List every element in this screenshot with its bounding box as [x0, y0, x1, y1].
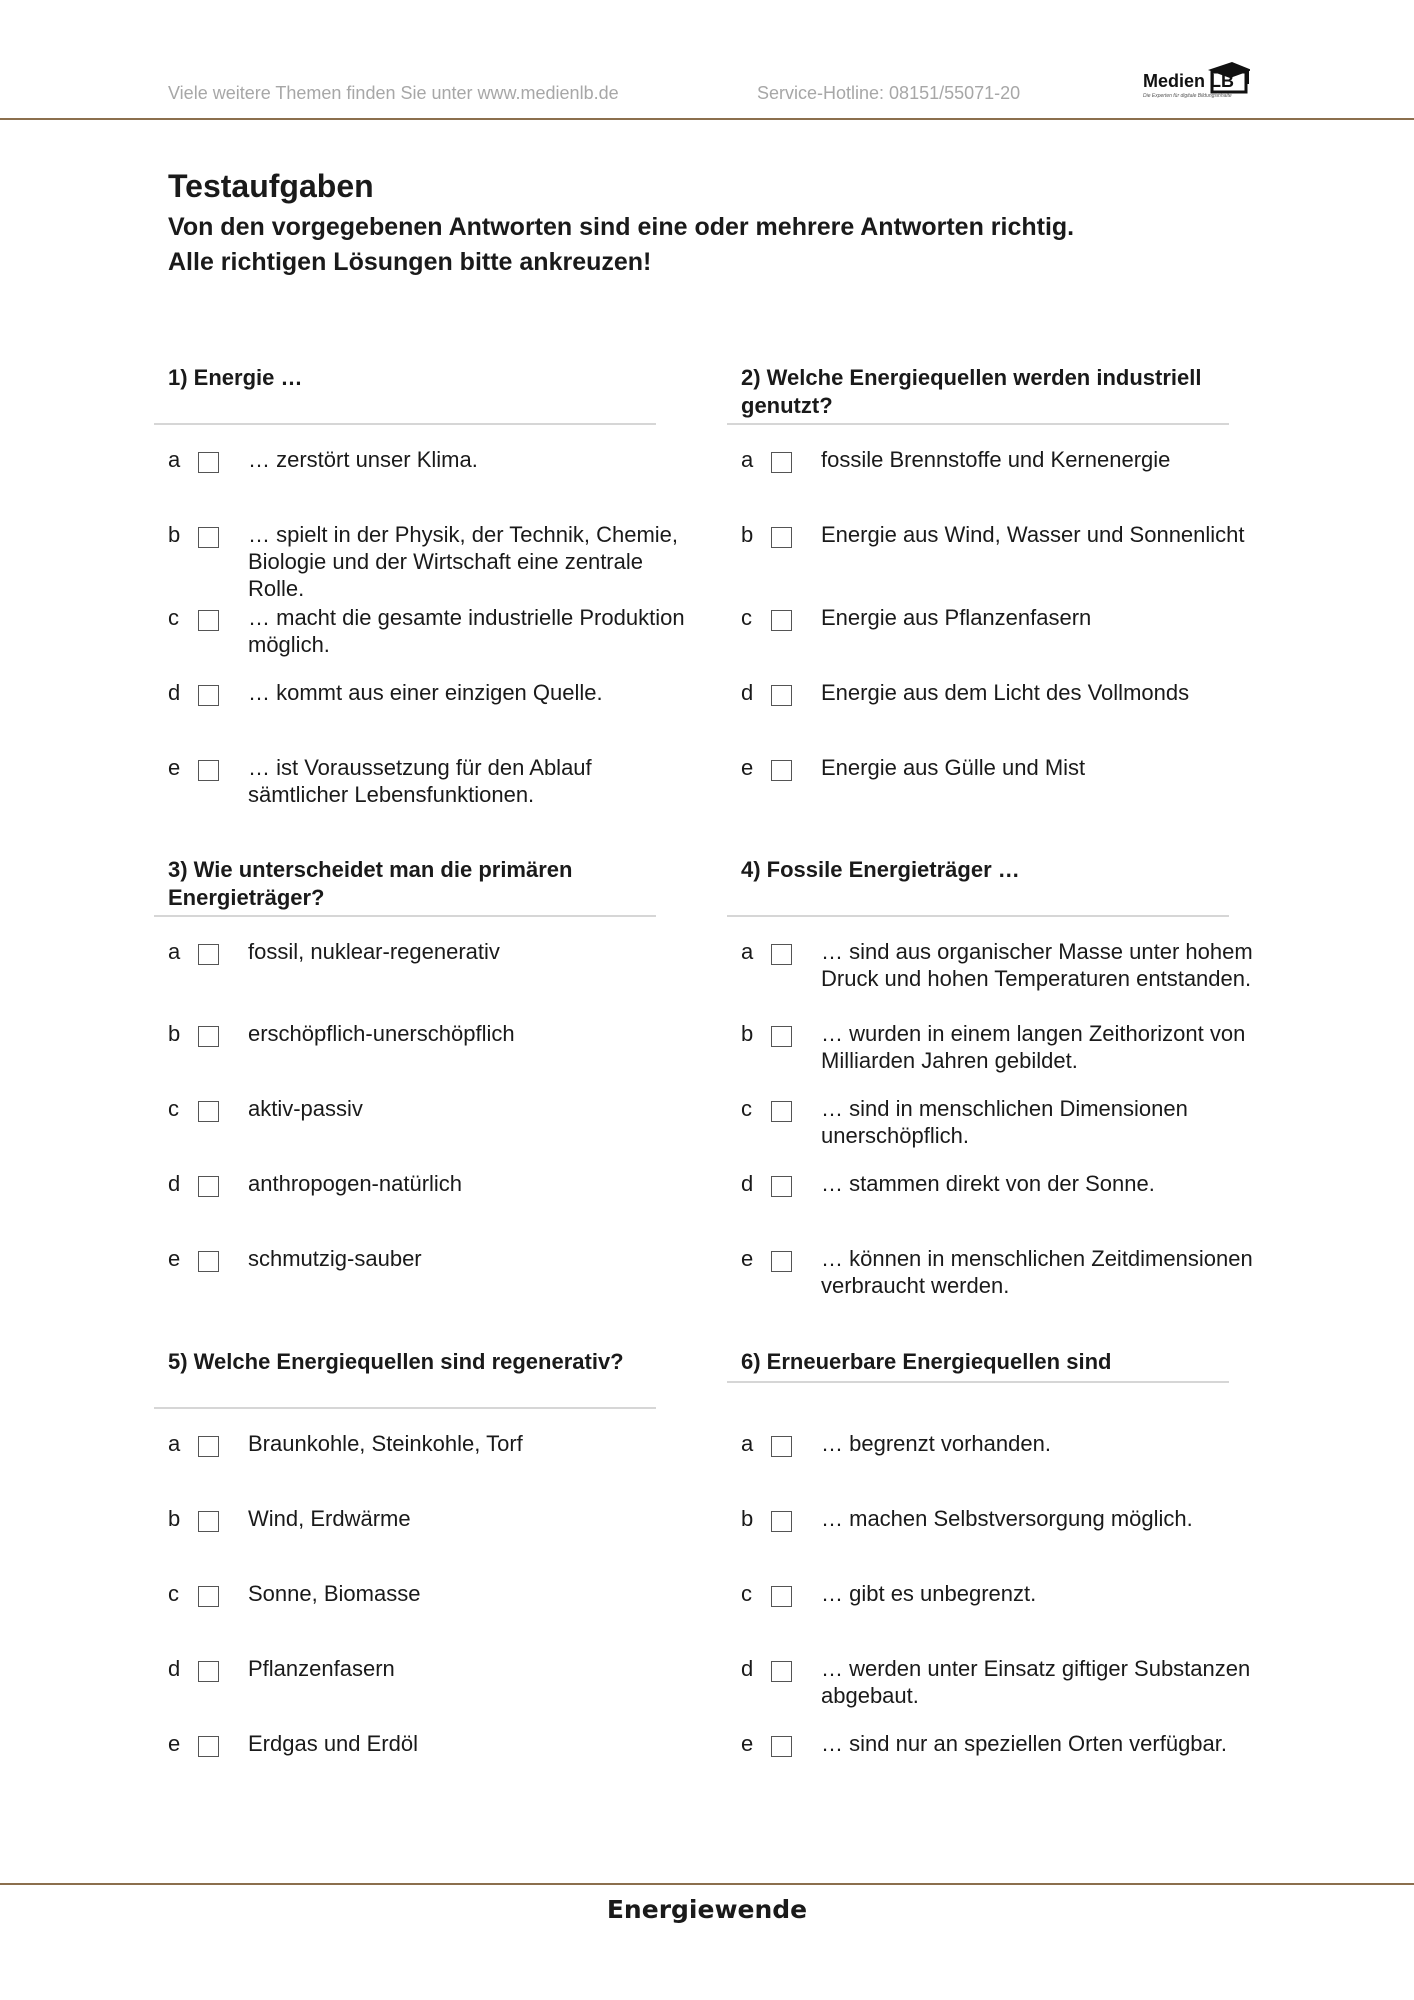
- logo-tagline: Die Experten für digitale Bildungsinhalte: [1143, 93, 1232, 99]
- answer-checkbox[interactable]: [771, 685, 792, 706]
- option-letter: c: [168, 605, 179, 630]
- answer-checkbox[interactable]: [198, 1101, 219, 1122]
- answer-checkbox[interactable]: [771, 1736, 792, 1757]
- option-text: Energie aus Pflanzenfasern: [821, 605, 1092, 630]
- medienlb-logo: [1140, 56, 1250, 106]
- option-letter: b: [741, 1506, 754, 1531]
- answer-checkbox[interactable]: [198, 527, 219, 548]
- option-text: … begrenzt vorhanden.: [821, 1431, 1051, 1456]
- answer-checkbox[interactable]: [771, 1251, 792, 1272]
- question-title: 6) Erneuerbare Energiequellen sind: [741, 1349, 1112, 1374]
- option-letter: b: [168, 522, 181, 547]
- option-letter: e: [168, 1731, 181, 1756]
- answer-checkbox[interactable]: [198, 452, 219, 473]
- answer-option: [741, 1430, 1281, 1500]
- option-text: Energie aus dem Licht des Vollmonds: [821, 680, 1190, 705]
- answer-option: [741, 938, 1281, 1008]
- question-divider: [727, 423, 1229, 425]
- answer-option: [168, 521, 708, 601]
- answer-checkbox[interactable]: [198, 760, 219, 781]
- option-text: Energie aus Wind, Wasser und Sonnenlicht: [821, 522, 1245, 547]
- option-text: fossile Brennstoffe und Kernenergie: [821, 447, 1171, 472]
- option-letter: a: [168, 1431, 181, 1456]
- answer-checkbox[interactable]: [198, 1251, 219, 1272]
- option-letter: b: [168, 1021, 181, 1046]
- question-divider: [727, 1381, 1229, 1383]
- answer-option: [168, 1020, 708, 1090]
- question-title: 3) Wie unterscheidet man die primären Energieträger?: [168, 857, 573, 910]
- instruction-line-2: Alle richtigen Lösungen bitte ankreuzen!: [168, 248, 652, 276]
- answer-option: [741, 1095, 1281, 1165]
- option-text: Erdgas und Erdöl: [248, 1731, 418, 1756]
- page-title: Testaufgaben: [168, 168, 374, 204]
- answer-checkbox[interactable]: [198, 1661, 219, 1682]
- answer-checkbox[interactable]: [771, 1511, 792, 1532]
- header-divider: [0, 118, 1414, 120]
- option-text: … spielt in der Physik, der Technik, Chemie, Biologie und der Wirtschaft eine zentrale Rolle.: [248, 522, 678, 601]
- option-letter: d: [741, 1171, 754, 1196]
- option-letter: e: [741, 755, 754, 780]
- option-letter: a: [741, 1431, 754, 1456]
- option-text: … werden unter Einsatz giftiger Substanzen abgebaut.: [821, 1656, 1251, 1708]
- option-letter: b: [741, 522, 754, 547]
- header-website-text: Viele weitere Themen finden Sie unter www.medienlb.de: [168, 83, 619, 103]
- option-text: … machen Selbstversorgung möglich.: [821, 1506, 1193, 1531]
- answer-checkbox[interactable]: [771, 944, 792, 965]
- answer-option: [741, 1730, 1281, 1800]
- option-text: … sind nur an speziellen Orten verfügbar.: [821, 1731, 1228, 1756]
- answer-option: [168, 1245, 708, 1315]
- answer-checkbox[interactable]: [771, 1026, 792, 1047]
- answer-checkbox[interactable]: [198, 944, 219, 965]
- answer-option: [741, 679, 1281, 749]
- option-text: Wind, Erdwärme: [248, 1506, 411, 1531]
- option-letter: d: [168, 1656, 181, 1681]
- question-title: 2) Welche Energiequellen werden industriell genutzt?: [741, 365, 1202, 418]
- option-text: fossil, nuklear-regenerativ: [248, 939, 500, 964]
- question-title: 4) Fossile Energieträger …: [741, 857, 1020, 882]
- option-letter: c: [741, 1581, 752, 1606]
- option-letter: c: [741, 1096, 752, 1121]
- header-hotline-text: Service-Hotline: 08151/55071-20: [757, 83, 1021, 103]
- option-text: Energie aus Gülle und Mist: [821, 755, 1086, 780]
- answer-checkbox[interactable]: [198, 1176, 219, 1197]
- option-letter: e: [741, 1731, 754, 1756]
- option-letter: a: [741, 447, 754, 472]
- option-letter: c: [168, 1096, 179, 1121]
- option-letter: d: [168, 680, 181, 705]
- option-text: erschöpflich-unerschöpflich: [248, 1021, 515, 1046]
- instruction-line-1: Von den vorgegebenen Antworten sind eine oder mehrere Antworten richtig.: [168, 213, 1075, 241]
- option-text: … sind aus organischer Masse unter hohem Druck und hohen Temperaturen entstanden.: [821, 939, 1253, 991]
- answer-checkbox[interactable]: [771, 1176, 792, 1197]
- option-text: … gibt es unbegrenzt.: [821, 1581, 1037, 1606]
- option-text: … macht die gesamte industrielle Produktion möglich.: [248, 605, 685, 657]
- answer-option: [168, 938, 708, 1008]
- option-letter: a: [741, 939, 754, 964]
- answer-option: [741, 754, 1281, 824]
- answer-option: [741, 521, 1281, 591]
- answer-option: [168, 1170, 708, 1240]
- answer-option: [168, 446, 708, 516]
- answer-checkbox[interactable]: [198, 1436, 219, 1457]
- logo-wordmark: Medien LB: [1143, 71, 1235, 91]
- footer-topic: Energiewende: [606, 1895, 808, 1924]
- answer-checkbox[interactable]: [198, 610, 219, 631]
- answer-checkbox[interactable]: [198, 685, 219, 706]
- option-letter: a: [168, 939, 181, 964]
- answer-option: [168, 1430, 708, 1500]
- answer-option: [168, 754, 708, 824]
- answer-checkbox[interactable]: [771, 610, 792, 631]
- option-text: … ist Voraussetzung für den Ablauf sämtlicher Lebensfunktionen.: [248, 755, 592, 807]
- answer-checkbox[interactable]: [771, 1101, 792, 1122]
- answer-option: [168, 1095, 708, 1165]
- answer-option: [741, 1505, 1281, 1575]
- question-divider: [154, 1407, 656, 1409]
- option-text: … stammen direkt von der Sonne.: [821, 1171, 1155, 1196]
- answer-option: [168, 1505, 708, 1575]
- answer-checkbox[interactable]: [771, 1661, 792, 1682]
- answer-option: [741, 1170, 1281, 1240]
- option-letter: b: [168, 1506, 181, 1531]
- option-text: schmutzig-sauber: [248, 1246, 422, 1271]
- option-text: … können in menschlichen Zeitdimensionen verbraucht werden.: [821, 1246, 1253, 1298]
- question-divider: [154, 423, 656, 425]
- answer-option: [168, 1655, 708, 1725]
- answer-option: [168, 604, 708, 674]
- question-divider: [154, 915, 656, 917]
- option-letter: e: [741, 1246, 754, 1271]
- footer-divider: [0, 1883, 1414, 1885]
- option-text: Pflanzenfasern: [248, 1656, 395, 1681]
- answer-option: [168, 1730, 708, 1800]
- option-letter: a: [168, 447, 181, 472]
- answer-option: [741, 1245, 1281, 1315]
- option-letter: e: [168, 1246, 181, 1271]
- option-letter: d: [741, 1656, 754, 1681]
- option-letter: d: [168, 1171, 181, 1196]
- answer-checkbox[interactable]: [771, 1586, 792, 1607]
- option-text: … wurden in einem langen Zeithorizont von Milliarden Jahren gebildet.: [821, 1021, 1246, 1073]
- question-divider: [727, 915, 1229, 917]
- option-text: … kommt aus einer einzigen Quelle.: [248, 680, 603, 705]
- answer-checkbox[interactable]: [198, 1736, 219, 1757]
- answer-option: [741, 1655, 1281, 1725]
- answer-option: [168, 1580, 708, 1650]
- answer-option: [741, 1580, 1281, 1650]
- answer-checkbox[interactable]: [198, 1026, 219, 1047]
- option-text: … zerstört unser Klima.: [248, 447, 478, 472]
- option-letter: c: [168, 1581, 179, 1606]
- option-text: … sind in menschlichen Dimensionen unerschöpflich.: [821, 1096, 1188, 1148]
- question-title: 5) Welche Energiequellen sind regenerativ?: [168, 1349, 624, 1374]
- option-letter: c: [741, 605, 752, 630]
- option-text: Braunkohle, Steinkohle, Torf: [248, 1431, 523, 1456]
- option-letter: e: [168, 755, 181, 780]
- option-letter: d: [741, 680, 754, 705]
- option-letter: b: [741, 1021, 754, 1046]
- option-text: aktiv-passiv: [248, 1096, 363, 1121]
- answer-checkbox[interactable]: [198, 1511, 219, 1532]
- answer-option: [741, 1020, 1281, 1090]
- question-title: 1) Energie …: [168, 365, 303, 390]
- option-text: anthropogen-natürlich: [248, 1171, 463, 1196]
- answer-option: [741, 446, 1281, 516]
- answer-checkbox[interactable]: [198, 1586, 219, 1607]
- answer-checkbox[interactable]: [771, 452, 792, 473]
- option-text: Sonne, Biomasse: [248, 1581, 421, 1606]
- answer-checkbox[interactable]: [771, 527, 792, 548]
- answer-option: [168, 679, 708, 749]
- answer-checkbox[interactable]: [771, 1436, 792, 1457]
- answer-option: [741, 604, 1281, 674]
- answer-checkbox[interactable]: [771, 760, 792, 781]
